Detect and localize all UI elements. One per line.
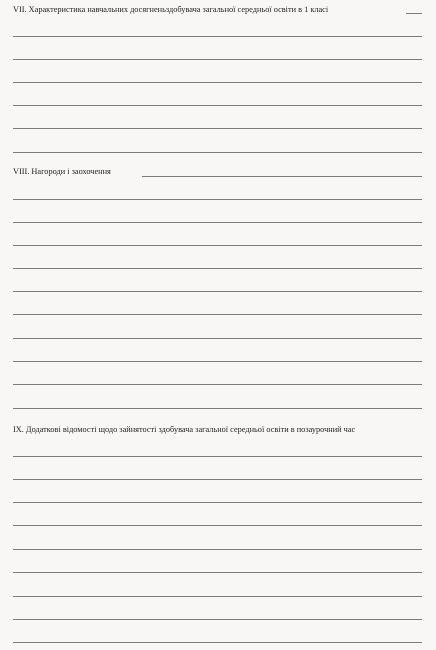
section-viii-blank-line-9[interactable]: [13, 384, 422, 385]
section-vii-heading: VII. Характеристика навчальних досягненьздобувача загальної середньої освіти в 1 класі: [13, 5, 329, 14]
section-vii-blank-line-5[interactable]: [13, 128, 422, 129]
section-ix-blank-line-4[interactable]: [13, 525, 422, 526]
section-ix-blank-line-6[interactable]: [13, 572, 422, 573]
section-ix-blank-line-9[interactable]: [13, 642, 422, 643]
section-vii-blank-line-3[interactable]: [13, 82, 422, 83]
section-vii-blank-line-6[interactable]: [13, 152, 422, 153]
section-viii-blank-line-1[interactable]: [13, 199, 422, 200]
section-viii-blank-line-2[interactable]: [13, 222, 422, 223]
section-viii-heading: VIII. Нагороди і заохочення: [13, 167, 111, 176]
section-viii-blank-line-7[interactable]: [13, 338, 422, 339]
section-viii-blank-line-5[interactable]: [13, 291, 422, 292]
section-vii-blank-line-1[interactable]: [13, 36, 422, 37]
section-vii-blank-line-2[interactable]: [13, 59, 422, 60]
section-viii-blank-line-4[interactable]: [13, 268, 422, 269]
section-ix-blank-line-8[interactable]: [13, 619, 422, 620]
section-viii-blank-line-3[interactable]: [13, 245, 422, 246]
section-viii-heading-fill-line[interactable]: [142, 176, 422, 177]
section-ix-heading: IX. Додаткові відомості щодо зайнятості здобувача загальної середньої освіти в позаурочний час: [13, 425, 356, 434]
section-ix-blank-line-2[interactable]: [13, 479, 422, 480]
section-viii-blank-line-10[interactable]: [13, 408, 422, 409]
section-viii-blank-line-8[interactable]: [13, 361, 422, 362]
section-vii-blank-line-4[interactable]: [13, 105, 422, 106]
section-ix-blank-line-3[interactable]: [13, 502, 422, 503]
section-ix-blank-line-5[interactable]: [13, 549, 422, 550]
section-vii-heading-fill-line[interactable]: [406, 13, 422, 14]
section-viii-blank-line-6[interactable]: [13, 314, 422, 315]
section-ix-blank-line-7[interactable]: [13, 596, 422, 597]
section-ix-blank-line-1[interactable]: [13, 456, 422, 457]
